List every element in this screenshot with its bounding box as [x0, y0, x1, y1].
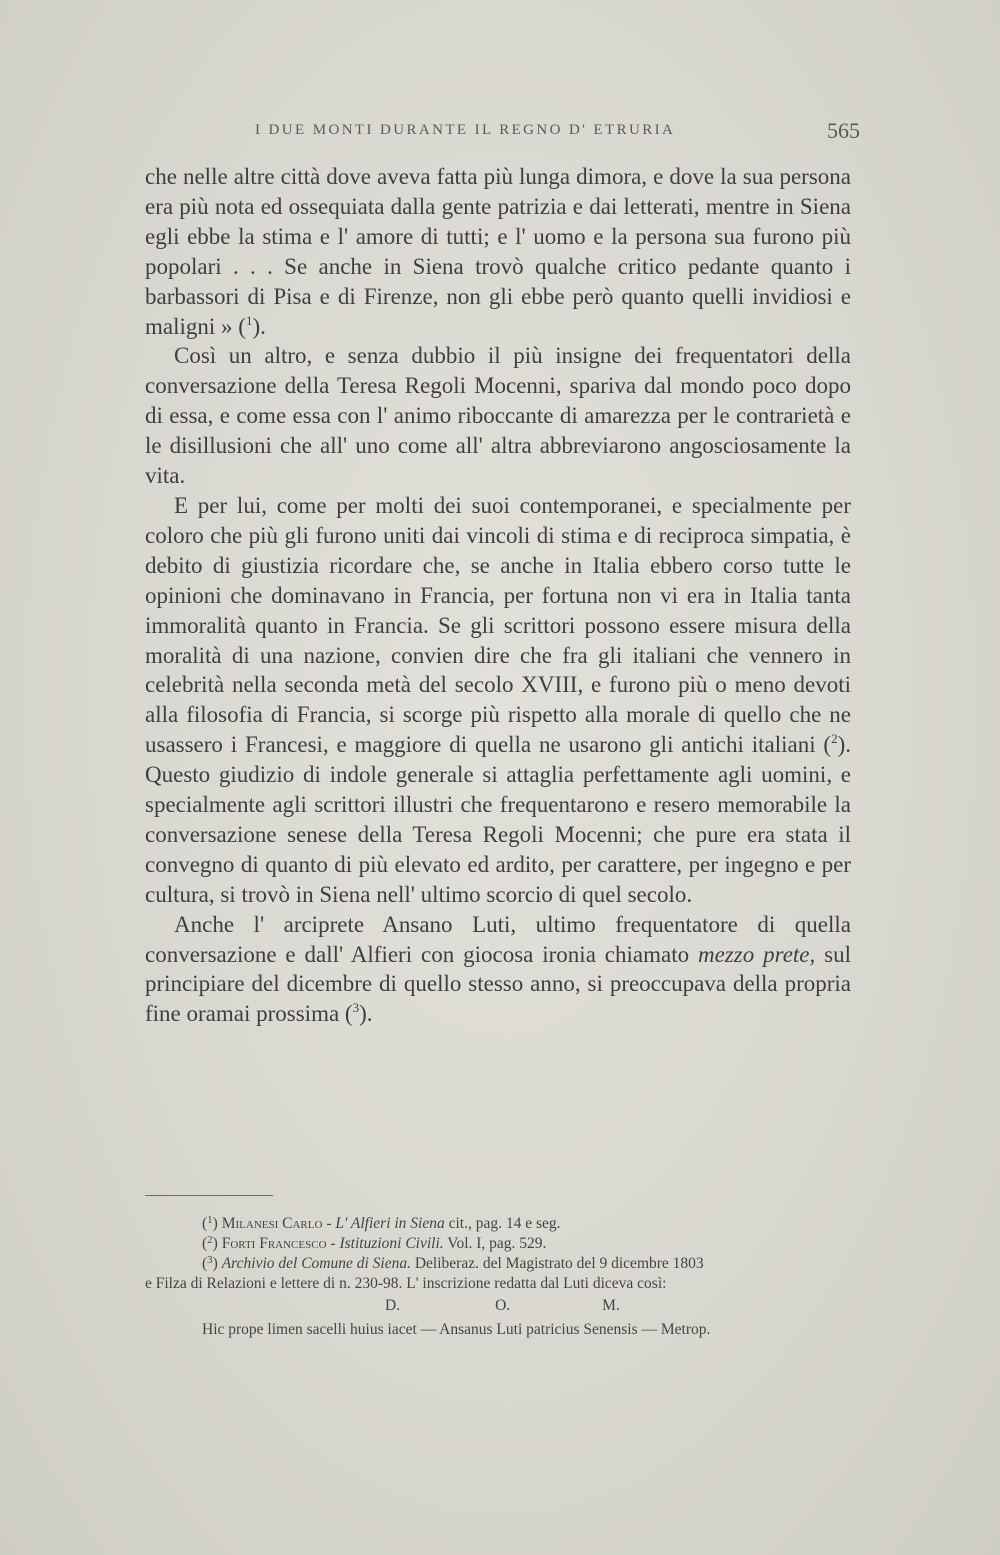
- text-run: -: [326, 1235, 340, 1252]
- text-run: -: [322, 1215, 336, 1232]
- footnote-reference: 2: [207, 1234, 213, 1246]
- text-run: Così un altro, e senza dubbio il più insigne dei frequentatori della conversazione della Teresa Regoli Mocenni, spariva dal mondo poco dopo di essa, e come essa con l' animo riboccante di amarezza per le contrarietà e le disillusioni che all' uno come all' altra abbreviarono angosciosamente la vita.: [145, 343, 851, 489]
- text-run: Deliberaz. del Magistrato del 9 dicembre 1803: [410, 1255, 704, 1272]
- footnote: [145, 1214, 851, 1234]
- text-run: (: [202, 1215, 208, 1232]
- text-run: ): [212, 1255, 222, 1272]
- text-run: ). Questo giudizio di indole generale si attaglia perfettamente agli uomini, e specialmente agli scrittori illustri che frequentarono e resero memorabile la conversazione senese della Teresa Regoli Mocenni; che pure era stata il convegno di quanto di più elevato ed ardito, per carattere, per ingegno e per cultura, si trovò in Siena nell' ultimo scorcio di quel secolo.: [145, 732, 851, 907]
- footnote-divider: [145, 1195, 273, 1196]
- text-run: ): [212, 1235, 222, 1252]
- text-run: cit., pag. 14 e seg.: [444, 1215, 561, 1232]
- running-title: I DUE MONTI DURANTE IL REGNO D' ETRURIA: [255, 122, 676, 138]
- paragraph: [145, 910, 851, 1030]
- text-run: ).: [359, 1001, 373, 1027]
- italic-text: mezzo prete,: [697, 941, 816, 967]
- author-name: Milanesi Carlo: [221, 1215, 323, 1232]
- text-run: E per lui, come per molti dei suoi contemporanei, e specialmente per coloro che più gli furono uniti dai vincoli di stima e di reciproca simpatia, è debito di giustizia ricordare che, se anche in Italia ebbero corso tutte le opinioni che dominavano in Francia, per fortuna non vi era in Italia tanta immoralità quanto in Francia. Se gli scrittori possono essere misura della moralità di una nazione, convien dire che fra gli italiani che vennero in celebrità nella seconda metà del secolo XVIII, e furono più o meno devoti alla filosofia di Francia, si scorge più rispetto alla morale di quello che ne usassero i Francesi, e maggiore di quella ne usarono gli antichi italiani (: [145, 492, 851, 758]
- author-name: Forti Francesco: [221, 1235, 327, 1252]
- paragraph: [145, 162, 851, 341]
- inscription-letter: O.: [495, 1297, 511, 1314]
- text-run: e Filza di Relazioni e lettere di n. 230-98. L' inscrizione redatta dal Luti diceva così:: [145, 1275, 667, 1292]
- footnotes: [145, 1214, 851, 1340]
- footnote-reference: 1: [207, 1214, 213, 1226]
- footnote-reference: 1: [245, 312, 253, 328]
- text-run: Anche l' arciprete Ansano Luti, ultimo frequentatore di quella conversazione e dall' Alfieri con giocosa ironia chiamato: [145, 911, 851, 967]
- footnote-reference: 3: [352, 1000, 360, 1016]
- inscription-line: Hic prope limen sacelli huius iacet — Ansanus Luti patricius Senensis — Metrop.: [202, 1321, 711, 1338]
- text-run: che nelle altre città dove aveva fatta più lunga dimora, e dove la sua persona era più nota ed ossequiata dalla gente patrizia e dai letterati, mentre in Siena egli ebbe la stima e l' amore di tutti; e l' uomo e la persona sua furono più popolari . . . Se anche in Siena trovò qualche critico pedante quanto i barbassori di Pisa e di Firenze, non gli ebbe però quanto quelli invidiosi e maligni » (: [145, 164, 851, 339]
- paragraph: [145, 341, 851, 491]
- footnote: [145, 1254, 851, 1274]
- footnote-reference: 3: [207, 1254, 213, 1266]
- footnote-reference: 2: [831, 731, 838, 747]
- body-text: [145, 162, 851, 1029]
- text-run: ).: [252, 313, 266, 339]
- paragraph: [145, 491, 851, 910]
- inscription-letter: D.: [385, 1297, 401, 1314]
- footnote: [145, 1234, 851, 1254]
- italic-text: Archivio del Comune di Siena.: [221, 1255, 411, 1272]
- text-run: Vol. I, pag. 529.: [443, 1235, 547, 1252]
- italic-text: Istituzioni Civili.: [339, 1235, 444, 1252]
- italic-text: L' Alfieri in Siena: [335, 1215, 445, 1232]
- inscription-heading: [145, 1296, 851, 1316]
- running-head: [255, 118, 860, 142]
- page-number: 565: [827, 118, 860, 143]
- text-run: ): [212, 1215, 222, 1232]
- footnote-continuation: [145, 1274, 851, 1294]
- text-run: (: [202, 1255, 208, 1272]
- text-run: (: [202, 1235, 208, 1252]
- text-run: sul principiare del dicembre di quello stesso anno, si preoccupava della propria fine oramai prossima (: [145, 941, 852, 1027]
- inscription-letter: M.: [602, 1297, 620, 1314]
